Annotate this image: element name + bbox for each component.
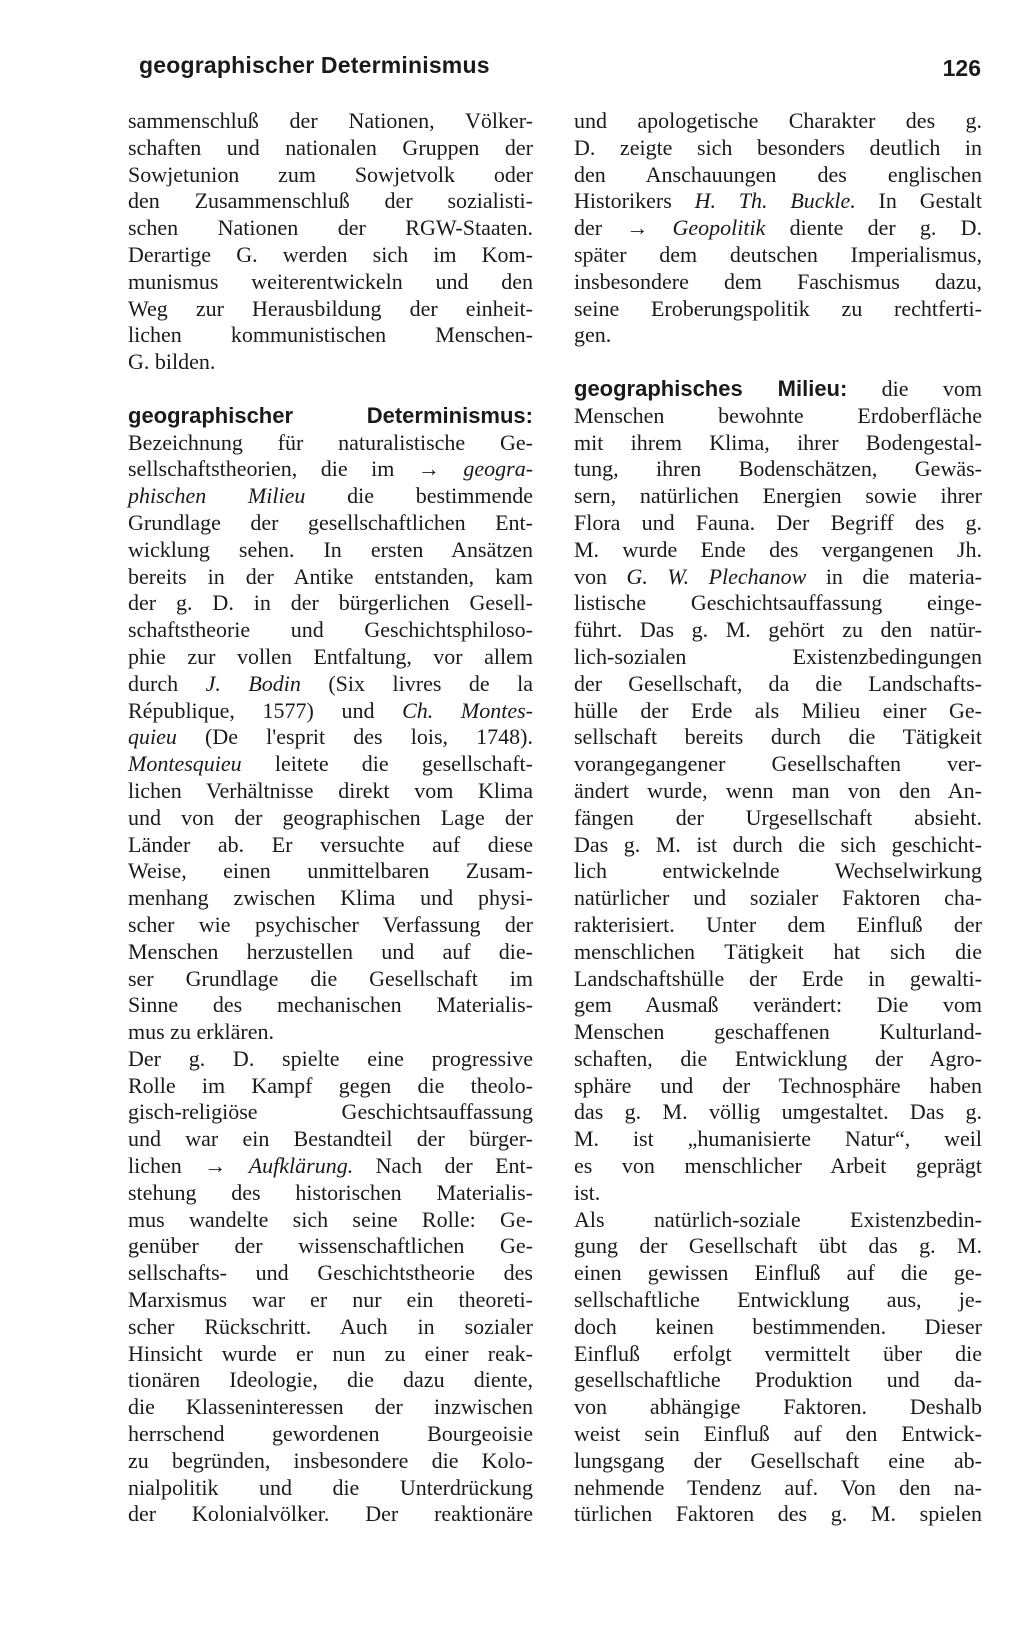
text-line: Weise, einen unmittelbaren Zusam- (128, 858, 533, 884)
text-line: Sowjetunion zum Sowjetvolk oder (128, 161, 533, 187)
text-line: schaftstheorie und Geschichtsphiloso- (128, 617, 533, 643)
headword-geographischer-determinismus: geographischer Determinismus: (128, 402, 533, 428)
cross-reference-geographisches-milieu[interactable]: phischen Milieu (128, 483, 306, 509)
text-line: fängen der Urgesellschaft absieht. (574, 804, 982, 830)
text-line: lungsgang der Gesellschaft eine ab- (574, 1447, 982, 1473)
text-line: Marxismus war er nur ein theoreti- (128, 1287, 533, 1313)
text-line: G. bilden. (128, 349, 216, 375)
person-name: quieu (128, 724, 177, 750)
text-line: sellschafts- und Geschichtstheorie des (128, 1260, 533, 1286)
text-line: lichen Verhältnisse direkt vom Klima (128, 777, 533, 803)
text-line: République, 1577) und Ch. Montes- (128, 697, 534, 723)
text-line: vorangegangener Gesellschaften ver- (574, 751, 982, 777)
text-line: munismus weiterentwickeln und den (128, 268, 533, 294)
text-line: die Klasseninteressen der inzwischen (128, 1394, 533, 1420)
text-line: Hinsicht wurde er nun zu einer reak- (128, 1340, 533, 1366)
text-line: hülle der Erde als Milieu einer Ge- (574, 697, 982, 723)
text-line: phie zur vollen Entfaltung, vor allem (128, 643, 533, 669)
text-line: mus zu erklären. (128, 1019, 274, 1045)
text-line: das g. M. völlig umgestaltet. Das g. (574, 1099, 982, 1125)
person-name: J. Bodin (205, 670, 301, 696)
text-line: schen Nationen der RGW-Staaten. (128, 215, 533, 241)
text-line: M. ist „humanisierte Natur“, weil (574, 1126, 982, 1152)
text-line: Landschaftshülle der Erde in gewalti- (574, 965, 982, 991)
text-line: ändert wurde, wenn man von den An- (574, 777, 982, 803)
text-line: und war ein Bestandteil der bürger- (128, 1126, 533, 1152)
text-line: und apologetische Charakter des g. (574, 108, 982, 133)
text-line: der Kolonialvölker. Der reaktionäre (128, 1501, 533, 1527)
text-line: Der g. D. spielte eine progressive (128, 1045, 533, 1071)
person-name: Ch. Montes- (402, 697, 534, 723)
text-line: sellschaftliche Entwicklung aus, je- (574, 1287, 982, 1313)
text-line: der g. D. in der bürgerlichen Gesell- (128, 590, 533, 616)
text-line: ist. (574, 1179, 601, 1205)
text-line: sammenschluß der Nationen, Völker- (128, 108, 533, 133)
cross-reference-arrow: → (204, 1153, 227, 1179)
text-line: weist sein Einfluß auf den Entwick- (574, 1421, 982, 1447)
person-name: G. W. Plechanow (626, 563, 807, 589)
text-line: bereits in der Antike entstanden, kam (128, 563, 533, 589)
text-line: lichen kommunistischen Menschen- (128, 322, 533, 348)
cross-reference-aufklaerung[interactable]: Aufklärung. (248, 1153, 354, 1179)
text-line: wicklung sehen. In ersten Ansätzen (128, 536, 533, 562)
text-line: schaften und nationalen Gruppen der (128, 134, 533, 160)
text-line: von abhängige Faktoren. Deshalb (574, 1394, 982, 1420)
paragraph-gap (574, 349, 982, 376)
text-line: Montesquieu leitete die gesellschaft- (128, 751, 533, 777)
text-line: lich entwickelnde Wechselwirkung (574, 858, 982, 884)
text-line: tionären Ideologie, die dazu diente, (128, 1367, 533, 1393)
text-line: und von der geographischen Lage der (128, 804, 533, 830)
text-line: Rolle im Kampf gegen die theolo- (128, 1072, 533, 1098)
text-line: sern, natürlichen Energien sowie ihrer (574, 483, 982, 509)
text-line: natürlicher und sozialer Faktoren cha- (574, 885, 982, 911)
text-line: sellschaftstheorien, die im → geogra- (128, 456, 534, 482)
text-line: Als natürlich-soziale Existenzbedin- (574, 1206, 982, 1232)
running-head: geographischer Determinismus (139, 52, 490, 78)
text-line: quieu (De l'esprit des lois, 1748). (128, 724, 534, 750)
text-line: phischen Milieu die bestimmende (128, 483, 533, 509)
cross-reference-geographisches-milieu[interactable]: geogra- (463, 456, 534, 482)
text-line: gung der Gesellschaft übt das g. M. (574, 1233, 982, 1259)
text-line: Grundlage der gesellschaftlichen Ent- (128, 509, 533, 535)
text-line: M. wurde Ende des vergangenen Jh. (574, 536, 982, 562)
text-line: ser Grundlage die Gesellschaft im (128, 965, 533, 991)
text-line: Menschen bewohnte Erdoberfläche (574, 402, 982, 428)
text-line: gesellschaftliche Produktion und da- (574, 1367, 982, 1393)
text-line: Bezeichnung für naturalistische Ge- (128, 429, 533, 455)
text-line: Sinne des mechanischen Materialis- (128, 992, 533, 1018)
text-line: schaften, die Entwicklung der Agro- (574, 1045, 982, 1071)
cross-reference-arrow: → (626, 215, 649, 241)
text-line: mus wandelte sich seine Rolle: Ge- (128, 1206, 533, 1232)
text-line: insbesondere dem Faschismus dazu, (574, 268, 982, 294)
text-line: Das g. M. ist durch die sich geschicht- (574, 831, 982, 857)
text-line: doch keinen bestimmenden. Dieser (574, 1313, 982, 1339)
text-line: menhang zwischen Klima und physi- (128, 885, 533, 911)
cross-reference-geopolitik[interactable]: Geopolitik (672, 215, 766, 241)
text-line: Flora und Fauna. Der Begriff des g. (574, 509, 982, 535)
text-line: den Anschauungen des englischen (574, 161, 982, 187)
text-line: scher wie psychischer Verfassung der (128, 911, 533, 937)
person-name: H. Th. Buckle. (694, 188, 856, 214)
text-line: genüber der wissenschaftlichen Ge- (128, 1233, 533, 1259)
page-number: 126 (942, 55, 981, 81)
text-line: durch J. Bodin (Six livres de la (128, 670, 533, 696)
text-line: Länder ab. Er versuchte auf diese (128, 831, 533, 857)
text-line: Einfluß erfolgt vermittelt über die (574, 1340, 982, 1366)
text-line: Menschen herzustellen und auf die- (128, 938, 533, 964)
text-line: der → Geopolitik diente der g. D. (574, 215, 983, 241)
paragraph-gap (128, 376, 533, 403)
text-line: tung, ihren Bodenschätzen, Gewäs- (574, 456, 982, 482)
text-line: nialpolitik und die Unterdrückung (128, 1474, 533, 1500)
text-line: den Zusammenschluß der sozialisti- (128, 188, 533, 214)
text-line: rakterisiert. Unter dem Einfluß der (574, 911, 982, 937)
text-line: gem Ausmaß verändert: Die vom (574, 992, 982, 1018)
text-line: menschlichen Tätigkeit hat sich die (574, 938, 982, 964)
text-line: D. zeigte sich besonders deutlich in (574, 134, 982, 160)
text-line: seine Eroberungspolitik zu rechtferti- (574, 295, 982, 321)
text-line: nehmende Tendenz auf. Von den na- (574, 1474, 982, 1500)
text-line: von G. W. Plechanow in die materia- (574, 563, 983, 589)
right-column (574, 108, 982, 1528)
text-line: sellschaft bereits durch die Tätigkeit (574, 724, 982, 750)
text-line: lich-sozialen Existenzbedingungen (574, 643, 982, 669)
left-column (128, 108, 533, 1528)
person-name: Montesquieu (128, 751, 242, 777)
text-line: türlichen Faktoren des g. M. spielen (574, 1501, 982, 1527)
text-line: führt. Das g. M. gehört zu den natür- (574, 617, 982, 643)
text-line: Weg zur Herausbildung der einheit- (128, 295, 533, 321)
text-line: gen. (574, 322, 612, 348)
text-line: Historikers H. Th. Buckle. In Gestalt (574, 188, 983, 214)
text-line: der Gesellschaft, da die Landschafts- (574, 670, 982, 696)
text-line: listische Geschichtsauffassung einge- (574, 590, 982, 616)
text-line: gisch-religiöse Geschichtsauffassung (128, 1099, 533, 1125)
text-line: herrschend gewordenen Bourgeoisie (128, 1421, 533, 1447)
text-line: stehung des historischen Materialis- (128, 1179, 533, 1205)
headword-geographisches-milieu: geographisches Milieu: (574, 375, 848, 401)
text-line: es von menschlicher Arbeit geprägt (574, 1153, 982, 1179)
text-line: einen gewissen Einfluß auf die ge- (574, 1260, 982, 1286)
text-line: Derartige G. werden sich im Kom- (128, 241, 533, 267)
text-line: scher Rückschritt. Auch in sozialer (128, 1313, 533, 1339)
text-line: sphäre und der Technosphäre haben (574, 1072, 982, 1098)
text-line: lichen → Aufklärung. Nach der Ent- (128, 1153, 533, 1179)
text-line: geographisches Milieu: die vom (574, 375, 982, 401)
text-line: zu begründen, insbesondere die Kolo- (128, 1447, 533, 1473)
text-line: später dem deutschen Imperialismus, (574, 241, 982, 267)
cross-reference-arrow: → (417, 456, 440, 482)
text-line: Menschen geschaffenen Kulturland- (574, 1019, 982, 1045)
text-line: mit ihrem Klima, ihrer Bodengestal- (574, 429, 982, 455)
